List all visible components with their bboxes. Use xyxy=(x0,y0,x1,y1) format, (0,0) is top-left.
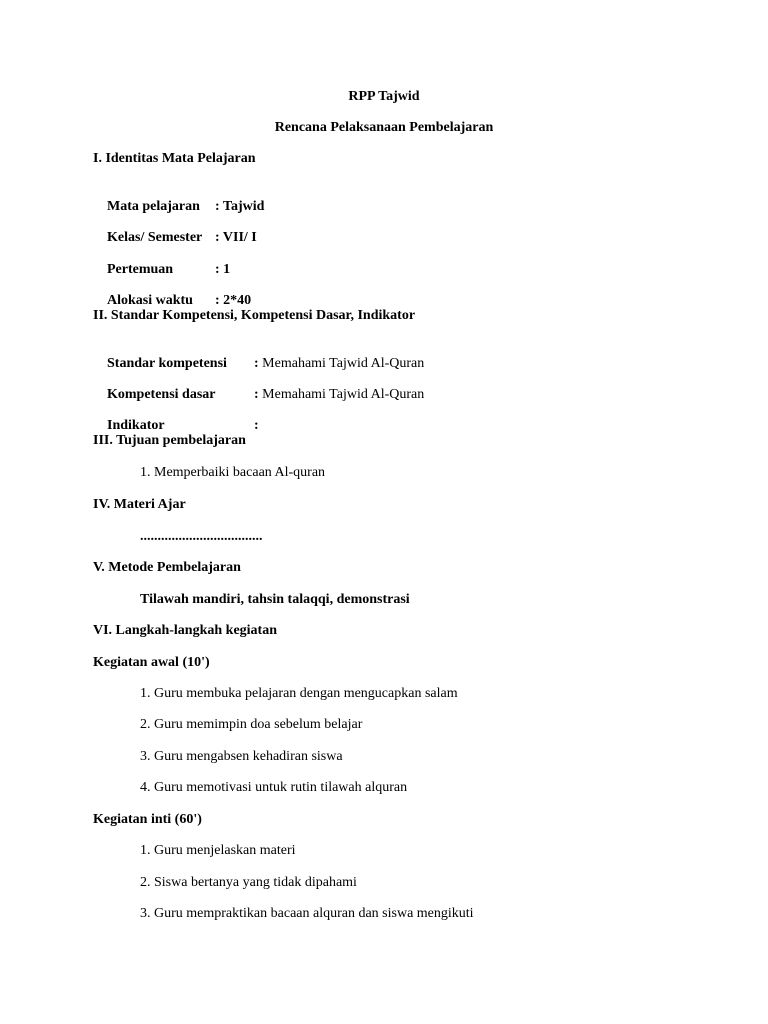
kegiatan-inti-heading: Kegiatan inti (60') xyxy=(93,812,202,827)
alokasi-value: : 2*40 xyxy=(215,293,252,308)
sk-colon: : xyxy=(254,356,259,371)
kegiatan-awal-item: 2. Guru memimpin doa sebelum belajar xyxy=(140,717,363,732)
kegiatan-inti-item: 3. Guru mempraktikan bacaan alquran dan siswa mengikuti xyxy=(140,906,474,921)
section-5-heading: V. Metode Pembelajaran xyxy=(93,560,241,575)
kd-colon: : xyxy=(254,387,259,402)
ind-label: Indikator xyxy=(107,418,165,433)
mata-pelajaran-label: Mata pelajaran xyxy=(107,199,200,214)
metode-content: Tilawah mandiri, tahsin talaqqi, demonstrasi xyxy=(140,592,410,607)
kegiatan-inti-item: 2. Siswa bertanya yang tidak dipahami xyxy=(140,875,357,890)
kegiatan-awal-heading: Kegiatan awal (10') xyxy=(93,655,210,670)
pertemuan-label: Pertemuan xyxy=(107,262,174,277)
section-4-heading: IV. Materi Ajar xyxy=(93,497,186,512)
kegiatan-awal-item: 1. Guru membuka pelajaran dengan mengucapkan salam xyxy=(140,686,458,701)
document-title: RPP Tajwid xyxy=(348,89,420,104)
mata-pelajaran-value: : Tajwid xyxy=(215,199,265,214)
kegiatan-inti-item: 1. Guru menjelaskan materi xyxy=(140,843,296,858)
kelas-value: : VII/ I xyxy=(215,230,257,245)
sk-value: Memahami Tajwid Al-Quran xyxy=(258,356,425,371)
kegiatan-awal-item: 3. Guru mengabsen kehadiran siswa xyxy=(140,749,343,764)
kd-label: Kompetensi dasar xyxy=(107,387,216,402)
materi-ajar-content: ................................... xyxy=(140,529,263,544)
tujuan-item: 1. Memperbaiki bacaan Al-quran xyxy=(140,465,326,480)
document-subtitle: Rencana Pelaksanaan Pembelajaran xyxy=(274,120,494,135)
alokasi-label: Alokasi waktu xyxy=(107,293,193,308)
section-2-heading: II. Standar Kompetensi, Kompetensi Dasar, Indikator xyxy=(93,308,416,323)
kegiatan-awal-item: 4. Guru memotivasi untuk rutin tilawah alquran xyxy=(140,780,408,795)
kd-value: Memahami Tajwid Al-Quran xyxy=(258,387,425,402)
section-3-heading: III. Tujuan pembelajaran xyxy=(93,433,246,448)
sk-label: Standar kompetensi xyxy=(107,356,227,371)
section-6-heading: VI. Langkah-langkah kegiatan xyxy=(93,623,278,638)
kelas-label: Kelas/ Semester xyxy=(107,230,203,245)
pertemuan-value: : 1 xyxy=(215,262,231,277)
section-1-heading: I. Identitas Mata Pelajaran xyxy=(93,151,256,166)
ind-colon: : xyxy=(254,418,259,433)
